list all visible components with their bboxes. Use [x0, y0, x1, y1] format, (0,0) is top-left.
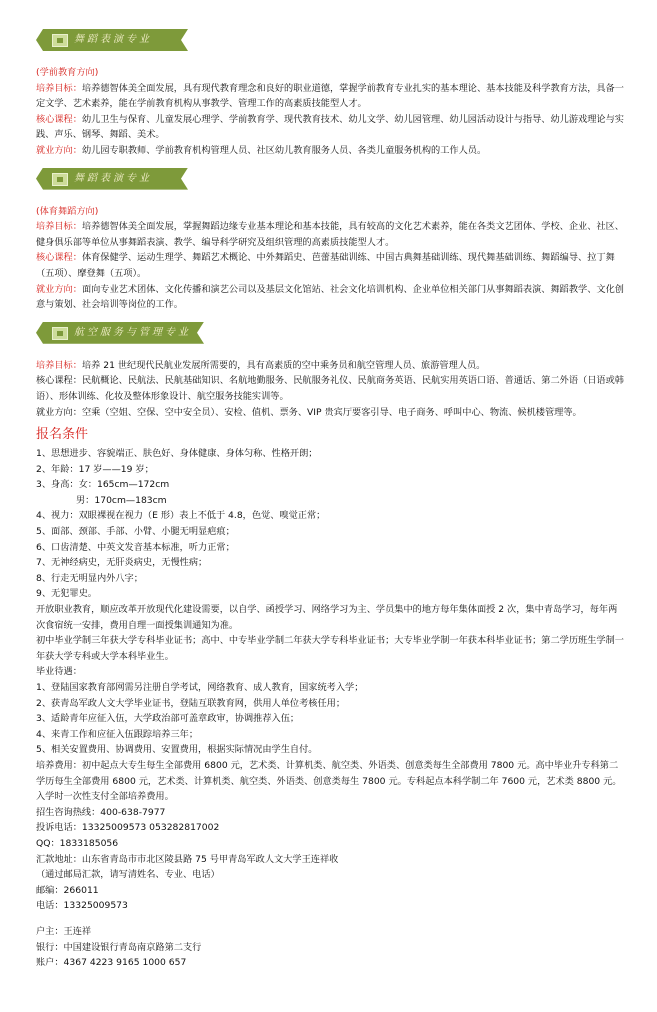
section-preschool [36, 65, 626, 159]
goal-paragraph [36, 358, 626, 374]
core-paragraph [36, 112, 626, 143]
requirement-item: 1、思想进步、容貌端正、肤色好、身体健康、身体匀称、性格开朗； [36, 448, 318, 460]
benefit-item: 1、登陆国家教育部网需另注册自学考试，网络教育、成人教育，国家统考入学； [36, 682, 364, 693]
career-paragraph [36, 143, 626, 159]
career-paragraph [36, 282, 626, 313]
core-text: 幼儿卫生与保育、儿童发展心理学、学前教育学、现代教育技术、幼儿文学、幼儿园管理、幼儿园活动设计与指导、幼儿游戏理论与实践、声乐、钢琴、舞蹈、美术。 [36, 113, 624, 141]
fees-note: 入学时一次性支付全部培养费用。 [36, 791, 174, 803]
hotline: 招生咨询热线：400-638-7977 [36, 806, 166, 818]
banner-title: 舞蹈表演专业 [74, 172, 152, 184]
goal-paragraph [36, 219, 626, 250]
requirement-item: 8、行走无明显内外八字； [36, 572, 143, 584]
contact-phone: 电话：13325009573 [36, 900, 128, 912]
banner-tag-icon [52, 34, 68, 47]
core-label: 核心课程： [36, 375, 82, 387]
core-text: 体育保健学、运动生理学、舞蹈艺术概论、中外舞蹈史、芭蕾基础训练、中国古典舞基础训练、现代舞基础训练、舞蹈编导、拉丁舞（五项）、摩登舞（五项）。 [36, 252, 615, 279]
requirement-item: 3、身高：女：165cm—172cm [36, 479, 170, 491]
benefit-item: 3、适龄青年应征入伍，大学政治部可盖章政审，协调推荐入伍； [36, 713, 300, 725]
requirement-item: 5、面部、颈部、手部、小臂、小腿无明显疤痕； [36, 526, 235, 538]
bank-name: 银行：中国建设银行青岛南京路第二支行 [36, 941, 202, 953]
career-paragraph [36, 405, 626, 421]
goal-label: 培养目标： [36, 221, 82, 233]
remittance-note: （通过邮局汇款，请写清姓名、专业、电话） [36, 869, 220, 881]
contact-section [36, 805, 626, 971]
benefits-title: 毕业待遇： [36, 666, 82, 678]
career-text: 空乘（空姐、空保、空中安全员）、安检、值机、票务、VIP 贵宾厅要客引导、电子商务、呼叫中心、物流、候机楼管理等。 [81, 406, 582, 418]
complaint-phone: 投诉电话：13325009573 053282817002 [36, 822, 220, 834]
requirement-item: 9、无犯罪史。 [36, 588, 97, 600]
goal-text: 培养德智体美全面发展，掌握舞蹈边缘专业基本理论和基本技能，具有较高的文化艺术素养，能在各类文艺团体、学校、企业、社区、健身俱乐部等单位从事舞蹈表演、教学、编导科学研究及组织管理的高素质技能型人才。 [36, 221, 624, 248]
fees-paragraph: 培养费用：初中起点大专生每生全部费用 6800 元，艺术类、计算机类、航空类、外语类、创意类每生全部费用 7800 元。高中毕业升专科第二学历每生全部费用 6800 元，艺术类、计算机类、航空类、外语类、创意类每生 7800 元。专科起点本科学制二年 7600 元，艺术类 8800 元。 [36, 759, 622, 787]
section-heading: (体育舞蹈方向) [36, 205, 99, 217]
goal-text: 培养 21 世纪现代民航业发展所需要的，具有高素质的空中乘务员和航空管理人员、旅游管理人员。 [81, 359, 486, 371]
section-aviation [36, 358, 626, 420]
requirement-item: 7、无神经病史，无肝炎病史，无慢性病； [36, 557, 208, 569]
core-paragraph [36, 250, 626, 281]
goal-label: 培养目标： [36, 359, 82, 371]
postcode: 邮编：266011 [36, 884, 99, 896]
account-holder: 户主：王连祥 [36, 925, 92, 937]
requirements-title: 报名条件 [36, 427, 89, 443]
core-paragraph [36, 373, 626, 404]
requirement-item: 4、视力：双眼裸视在视力（E 形）表上不低于 4.8，色觉、嗅觉正常； [36, 510, 326, 522]
document-page [36, 26, 626, 971]
core-label: 核心课程： [36, 113, 82, 125]
banner-title: 航空服务与管理专业 [74, 326, 191, 338]
account-number: 账户：4367 4223 9165 1000 657 [36, 957, 187, 969]
core-text: 民航概论、民航法、民航基础知识、名航地勤服务、民航服务礼仪、民航商务英语、民航实用英语口语、普通话、第二外语（日语或韩语）、形体训练、化妆及整体形象设计、航空服务技能实训等。 [36, 375, 624, 402]
banner-title: 舞蹈表演专业 [74, 34, 152, 45]
requirement-item: 男：170cm—183cm [76, 494, 167, 506]
benefit-item: 2、获青岛军政人文大学毕业证书，登陆互联教育网，供用人单位考核任用； [36, 697, 346, 709]
remittance-address: 汇款地址：山东省青岛市市北区陵县路 75 号甲青岛军政人文大学王连祥收 [36, 853, 339, 865]
goal-text: 培养德智体美全面发展，具有现代教育理念和良好的职业道德，掌握学前教育专业扎实的基本理论、基本技能及科学教育方法，具备一定文学、艺术素养，能在学前教育机构从事教学、管理工作的高素质技能型人才。 [36, 82, 624, 110]
study-mode-paragraph: 开放职业教育，顺应改革开放现代化建设需要，以自学、函授学习、网络学习为主、学员集中的地方每年集体面授 2 次，集中青岛学习，每年两次食宿统一安排，费用自理一面授集训通知为准。 [36, 604, 618, 631]
section-heading: (学前教育方向) [36, 67, 99, 78]
section-sport-dance [36, 204, 626, 313]
benefit-item: 4、来青工作和应征入伍跟踪培养三年； [36, 728, 199, 740]
goal-label: 培养目标： [36, 82, 82, 94]
career-text: 幼儿园专职教师、学前教育机构管理人员、社区幼儿教育服务人员、各类儿童服务机构的工作人员。 [81, 144, 487, 156]
banner-tag-icon [52, 327, 68, 340]
qq-number: QQ：1833185056 [36, 837, 119, 849]
requirements-section [36, 426, 626, 805]
duration-paragraph: 初中毕业学制三年获大学专科毕业证书；高中、中专毕业学制二年获大学专科毕业证书；大专毕业学制一年获本科毕业证书；第二学历班生学制一年获大学专科或大学本科毕业生。 [36, 635, 624, 662]
section-banner [36, 165, 188, 193]
section-banner [36, 319, 204, 347]
career-text: 面向专业艺术团体、文化传播和演艺公司以及基层文化馆站、社会文化培训机构、企业单位相关部门从事舞蹈表演、舞蹈教学、文化创意与策划、社会培训等岗位的工作。 [36, 283, 624, 311]
requirement-item: 2、年龄：17 岁——19 岁； [36, 463, 154, 475]
goal-paragraph [36, 81, 626, 112]
core-label: 核心课程： [36, 252, 82, 264]
section-banner [36, 26, 188, 54]
career-label: 就业方向： [36, 144, 82, 156]
banner-tag-icon [52, 173, 68, 186]
career-label: 就业方向： [36, 406, 82, 418]
benefit-item: 5、相关安置费用、协调费用、安置费用，根据实际情况由学生自付。 [36, 744, 318, 756]
career-label: 就业方向： [36, 283, 82, 295]
spacer [36, 914, 626, 924]
requirement-item: 6、口齿清楚、中英文发音基本标准，听力正常； [36, 541, 235, 553]
